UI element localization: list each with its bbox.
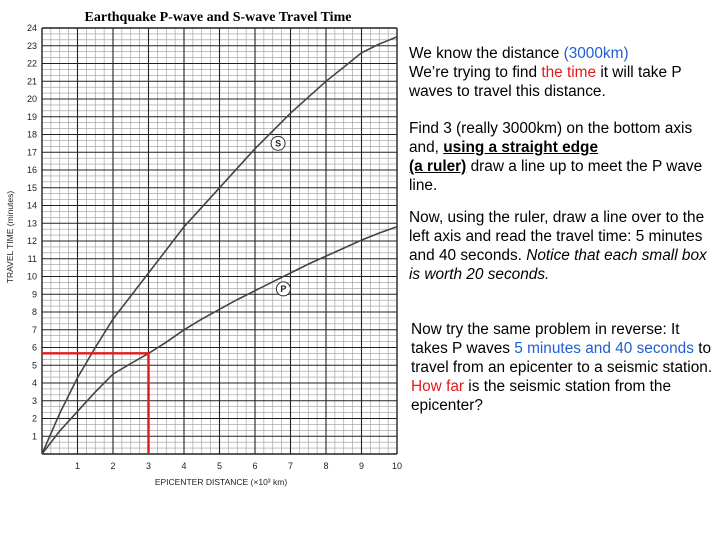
- y-tick-label: 18: [26, 129, 37, 140]
- y-tick-label: 9: [31, 289, 37, 300]
- y-tick-label: 20: [26, 94, 37, 104]
- y-tick-label: 24: [26, 23, 37, 33]
- series-p-label: P: [280, 284, 287, 295]
- series-s-label: S: [275, 138, 282, 149]
- note-a-ruler: (a ruler): [409, 158, 467, 175]
- note-straight-edge: using a straight edge: [443, 139, 599, 156]
- note-read-axis: [409, 208, 714, 284]
- y-tick-label: 1: [31, 431, 37, 442]
- y-tick-label: 21: [26, 76, 37, 87]
- y-tick-label: 17: [26, 147, 37, 158]
- note-reverse-mid: to travel from an epicenter to a seismic station.: [411, 340, 713, 376]
- note-small-box: Notice that each small box is worth 20 seconds.: [409, 247, 707, 283]
- note-ruler-text: Find 3 (really 3000km) on the bottom axis and,: [409, 120, 693, 156]
- y-tick-label: 2: [31, 413, 37, 424]
- y-tick-label: 4: [31, 378, 37, 388]
- note-reverse: [411, 320, 716, 415]
- x-axis-ticks: [75, 461, 402, 471]
- x-tick-label: 3: [145, 461, 152, 471]
- y-tick-label: 13: [26, 218, 37, 229]
- y-tick-label: 11: [27, 253, 37, 264]
- note-distance-value: (3000km): [563, 45, 629, 62]
- note-distance-text: We know the distance: [409, 45, 564, 62]
- x-axis-label: EPICENTER DISTANCE (×10³ km): [154, 477, 288, 487]
- note-distance: [409, 44, 714, 101]
- note-find-rest: it will take P waves to travel this distance.: [409, 64, 682, 100]
- y-tick-label: 5: [31, 360, 37, 371]
- y-tick-label: 12: [26, 236, 37, 246]
- y-tick-label: 10: [26, 271, 37, 282]
- y-tick-label: 15: [26, 182, 37, 193]
- x-tick-label: 6: [252, 461, 258, 471]
- x-tick-label: 8: [323, 461, 329, 471]
- x-tick-label: 10: [391, 461, 403, 471]
- x-tick-label: 4: [181, 461, 187, 471]
- y-tick-label: 6: [31, 342, 37, 353]
- red-annotation: [42, 353, 150, 454]
- note-reverse-text: Now try the same problem in reverse: It takes P waves: [411, 321, 680, 357]
- y-tick-label: 3: [31, 395, 37, 406]
- x-tick-label: 5: [216, 461, 223, 471]
- x-tick-label: 7: [287, 461, 294, 471]
- note-ruler-rest: draw a line up to meet the P wave line.: [409, 158, 703, 194]
- note-read-axis-text: Now, using the ruler, draw a line over to the left axis and read the travel time: 5 minutes and 40 seconds.: [409, 209, 705, 264]
- x-tick-label: 2: [110, 461, 116, 471]
- note-the-time: the time: [541, 64, 597, 81]
- chart-title: Earthquake P-wave and S-wave Travel Time: [84, 10, 352, 25]
- y-tick-label: 19: [26, 111, 37, 122]
- note-ruler: [409, 119, 714, 195]
- y-tick-label: 22: [26, 58, 37, 69]
- x-tick-label: 9: [358, 461, 365, 471]
- y-tick-label: 23: [26, 40, 37, 51]
- y-axis-label: TRAVEL TIME (minutes): [5, 190, 15, 284]
- note-reverse-rest: is the seismic station from the epicenter?: [411, 378, 672, 414]
- note-how-far: How far: [411, 378, 465, 395]
- note-find-text: We’re trying to find: [409, 64, 542, 81]
- y-tick-label: 7: [31, 324, 37, 335]
- y-axis-ticks: [27, 23, 37, 441]
- y-tick-label: 14: [26, 200, 37, 211]
- note-reverse-time: 5 minutes and 40 seconds: [514, 340, 694, 357]
- y-tick-label: 16: [26, 165, 37, 175]
- x-tick-label: 1: [74, 461, 81, 471]
- y-tick-label: 8: [31, 307, 37, 317]
